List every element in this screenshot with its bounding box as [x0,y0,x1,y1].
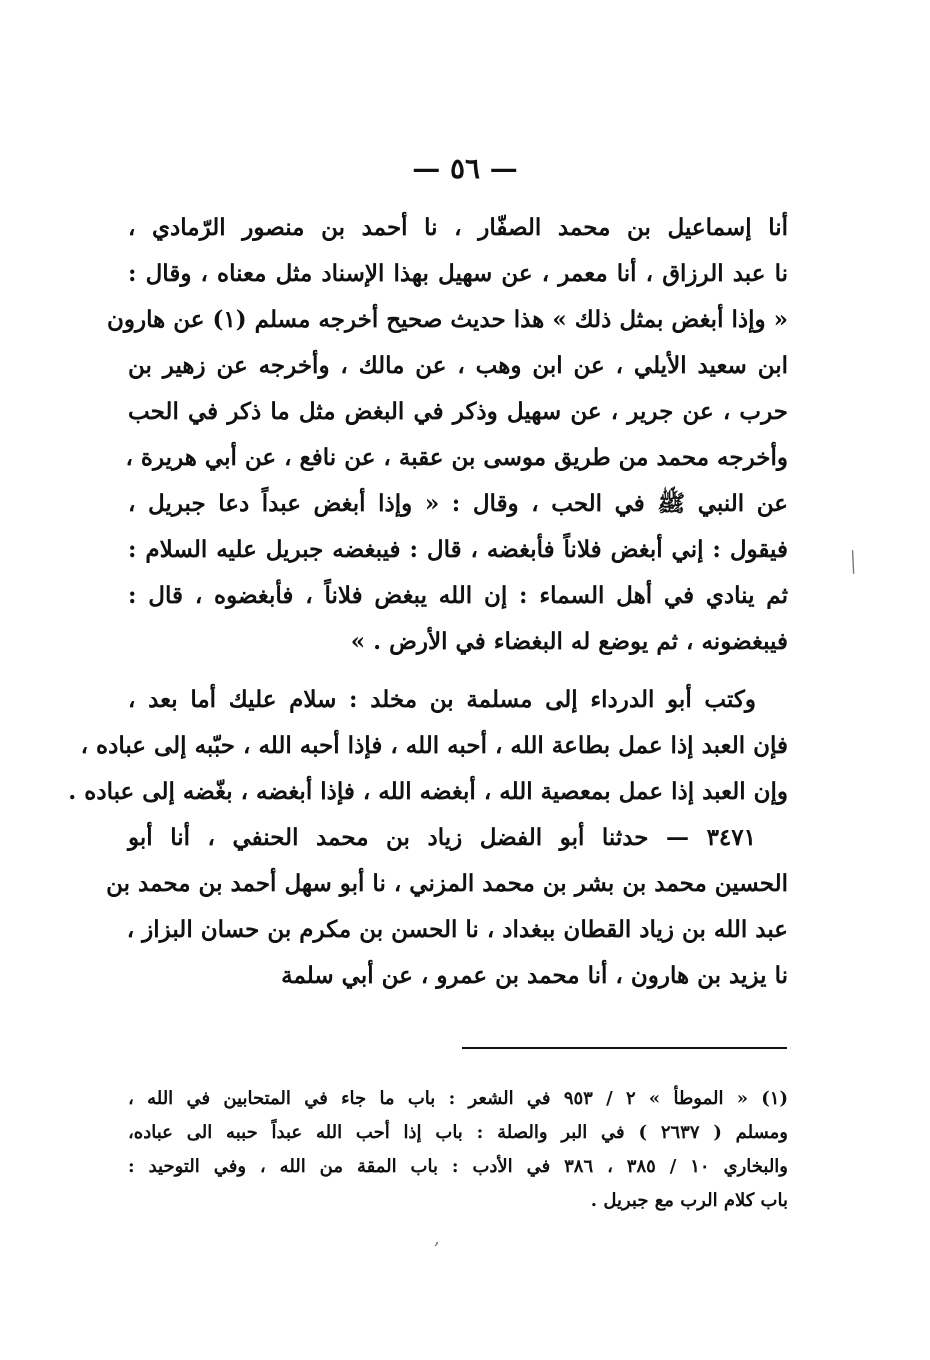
text-line: وكتب أبو الدرداء إلى مسلمة بن مخلد : سلام عليك أما بعد ، [128,686,756,713]
text-line: عبد الله بن زياد القطان ببغداد ، نا الحسن بن مكرم بن حسان البزاز ، [126,916,788,943]
hadith-number-line: ٣٤٧١ — حدثنا أبو الفضل زياد بن محمد الحنفي ، أنا أبو [128,824,756,851]
footnote-line: باب كلام الرب مع جبريل . [590,1190,788,1211]
footnote-divider [462,1047,787,1049]
main-text [68,205,788,999]
text-line: فيقول : إني أبغض فلاناً فأبغضه ، قال : فيبغضه جبريل عليه السلام : [128,536,788,563]
footnotes [128,1082,788,1218]
text-line: نا عبد الرزاق ، أنا معمر ، عن سهيل بهذا الإسناد مثل معناه ، وقال : [128,260,788,287]
margin-stroke: ╱ [843,550,864,575]
text-line: فإن العبد إذا عمل بطاعة الله ، أحبه الله ، فإذا أحبه الله ، حبّبه إلى عباده ، [80,732,788,759]
text-line: فيبغضونه ، ثم يوضع له البغضاء في الأرض . » [350,628,788,655]
text-line: « وإذا أبغض بمثل ذلك » هذا حديث صحيح أخرجه مسلم (١) عن هارون [107,306,788,333]
text-line: ابن سعيد الأيلي ، عن ابن وهب ، عن مالك ، وأخرجه عن زهير بن [128,352,788,379]
text-line: أنا إسماعيل بن محمد الصفّار ، نا أحمد بن منصور الرّمادي ، [128,214,788,241]
text-line: ثم ينادي في أهل السماء : إن الله يبغض فلاناً ، فأبغضوه ، قال : [128,582,788,609]
text-line: حرب ، عن جرير ، عن سهيل وذكر في البغض مثل ما ذكر في الحب [128,398,788,425]
text-line: وأخرجه محمد من طريق موسى بن عقبة ، عن نافع ، عن أبي هريرة ، [125,444,788,471]
footnote-line: ومسلم ( ٢٦٣٧ ) في البر والصلة : باب إذا أحب الله عبداً حببه الى عباده، [128,1122,788,1143]
stray-mark: , [434,1228,440,1249]
page-number: — ٥٦ — [412,152,518,185]
text-line: وإن العبد إذا عمل بمعصية الله ، أبغضه الله ، فإذا أبغضه ، بغّضه إلى عباده . [68,778,788,805]
footnote-line: والبخاري ١٠ / ٣٨٥ ، ٣٨٦ في الأدب : باب المقة من الله ، وفي التوحيد : [128,1156,788,1177]
paragraph-gap [128,665,788,677]
footnote-line: (١) « الموطأ » ٢ / ٩٥٣ في الشعر : باب ما جاء في المتحابين في الله ، [128,1088,788,1109]
text-line: نا يزيد بن هارون ، أنا محمد بن عمرو ، عن أبي سلمة [281,962,788,989]
text-line: الحسين محمد بن بشر بن محمد المزني ، نا أبو سهل أحمد بن محمد بن [106,870,788,897]
text-line: عن النبي ﷺ في الحب ، وقال : « وإذا أبغض عبداً دعا جبريل ، [128,490,788,517]
